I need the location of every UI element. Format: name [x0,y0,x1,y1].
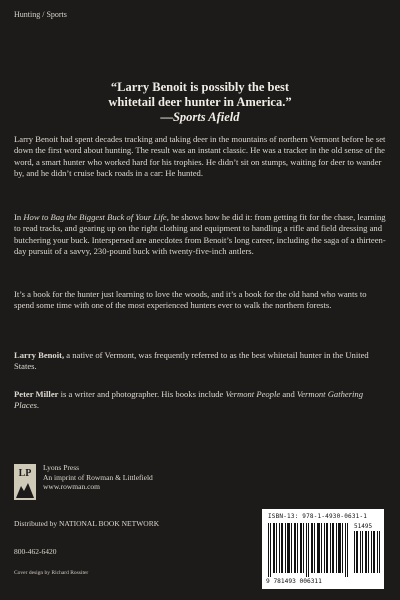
coauthor-bio-and: and [280,389,297,399]
ean-barcode [268,523,350,577]
quote-attribution: —Sports Afield [160,110,240,124]
book-title: How to Bag the Biggest Buck of Your Life [23,212,167,222]
barcode-box [262,509,384,589]
publisher-url: www.rowman.com [43,482,101,491]
distributor-phone: 800-462-6420 [14,547,57,556]
distributor-line: Distributed by NATIONAL BOOK NETWORK [14,519,160,528]
coauthor-book-2: Vermont Gathering Places [14,389,364,411]
coauthor-bio-text: is a writer and photographer. His books include [58,389,226,399]
publisher-name: Lyons Press [43,463,80,472]
price-barcode [354,531,380,573]
category-label: Hunting / Sports [14,10,67,19]
quote-line-1: “Larry Benoit is possibly the best [110,80,290,94]
publisher-info [43,463,153,492]
description-paragraph-1: Larry Benoit had spent decades tracking and taking deer in the mountains of northern Vermont before he set down the first word about hunting. The result was an instant classic. He was a tracker in the old sense of the word, a smart hunter who worked hard for his trophies. He didn’t sit on stumps, waiting for deer to wander by, and he didn’t cruise back roads in a car: He hunted. [14,134,386,178]
cover-credit: Cover design by Richard Rossiter [14,570,89,576]
description-paragraph-2 [14,212,387,257]
price-code: 51495 [354,523,373,530]
isbn-text: ISBN-13: 978-1-4930-0631-1 [268,513,368,520]
publisher-imprint: An imprint of Rowman & Littlefield [43,472,153,482]
coauthor-bio-end: . [36,400,40,411]
coauthor-bio [14,389,387,412]
author-bio-text: a native of Vermont, was frequently referred to as the best whitetail hunter in the United States. [14,350,369,372]
paragraph-2-intro: In [14,212,24,222]
description-paragraph-3: It’s a book for the hunter just learning to love the woods, and it’s a book for the old hand who wants to spend some time with one of the most experienced hunters ever to walk the northern forests. [14,289,367,311]
author-name: Larry Benoit, [14,350,65,360]
pull-quote [0,80,400,125]
paragraph-2-body: , he shows how he did it: from getting fit for the chase, learning to read tracks, and gearing up on the right clothing and equipment to handling a rifle and field dressing and butchering your buck. Interspersed are anecdotes from Benoit’s long career, including the saga of a thirteen-day pursuit of a savvy, 230-pound buck with twenty-five-inch antlers. [14,212,386,256]
author-bio [14,350,387,373]
publisher-logo [14,464,36,500]
coauthor-name: Peter Miller [14,389,59,399]
logo-letters: LP [18,468,32,479]
coauthor-book-1: Vermont People [225,389,281,399]
ean-number: 9 781493 006311 [266,578,322,585]
quote-line-2: whitetail deer hunter in America.” [108,95,292,109]
